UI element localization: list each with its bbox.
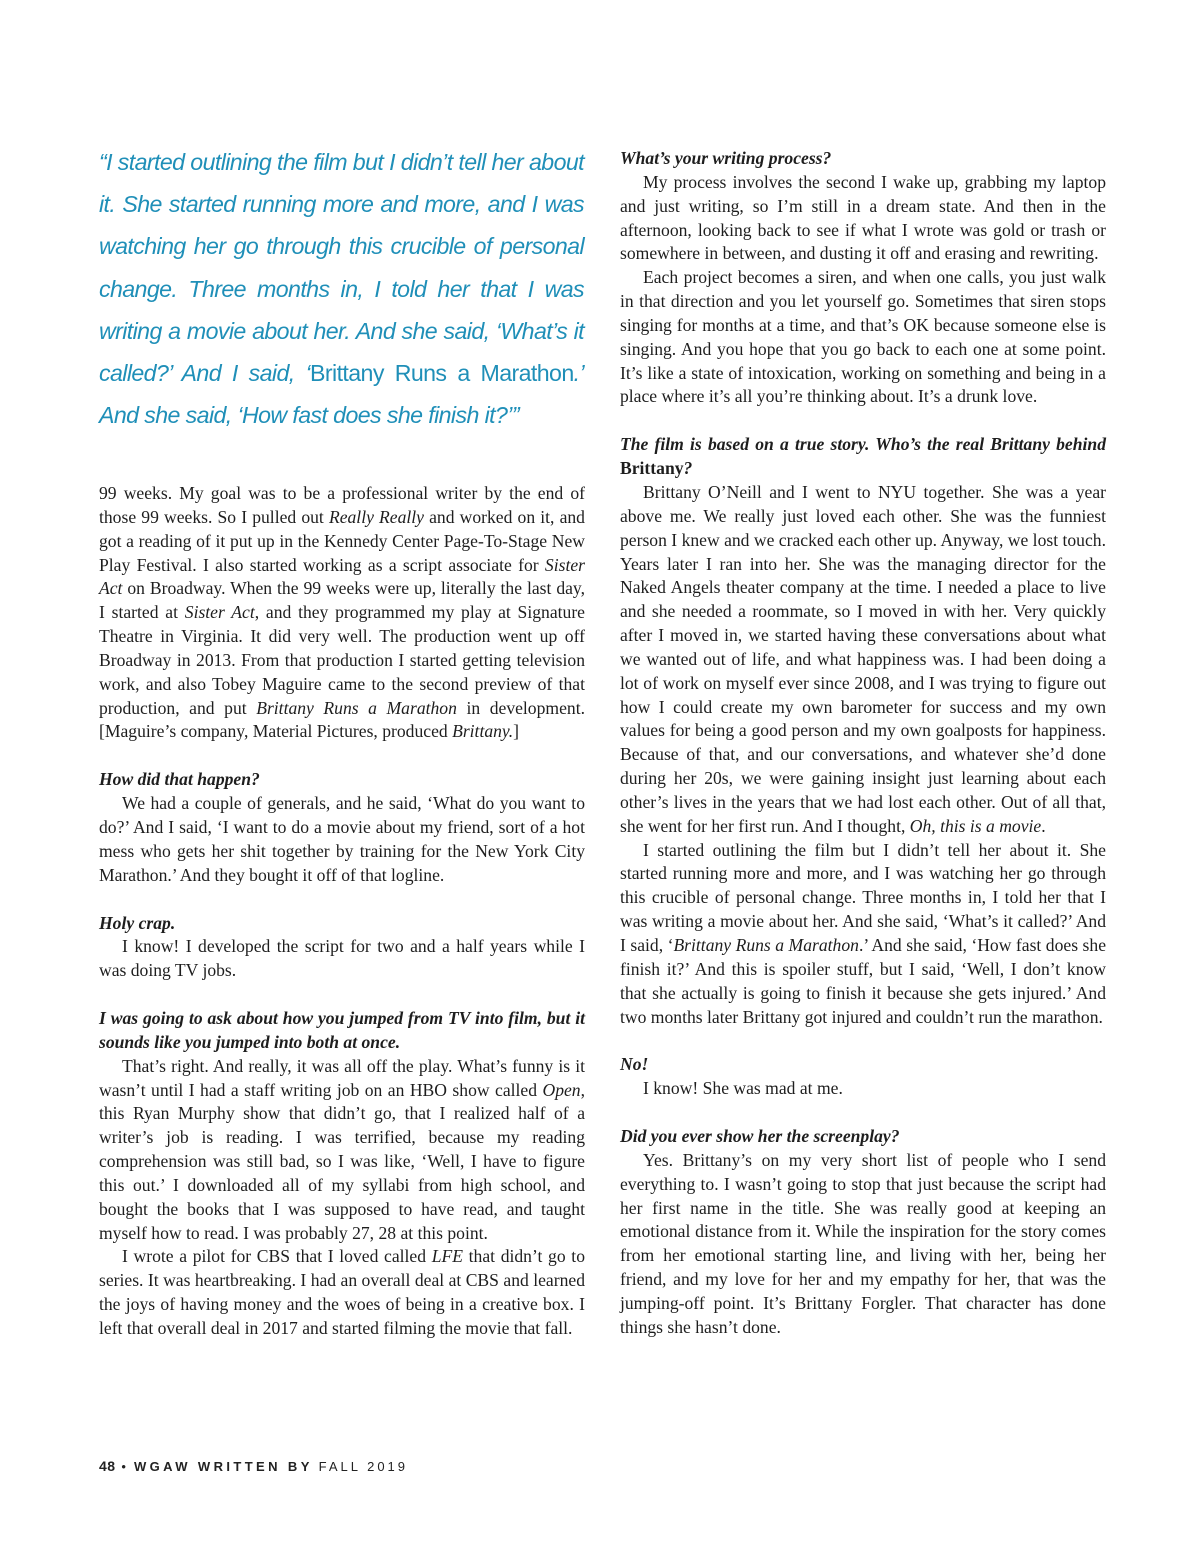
paragraph: I know! She was mad at me. [643,1078,843,1099]
page-number: 48 [99,1458,116,1474]
interview-question: The film is based on a true story. Who’s the real Brittany behind Brittany? [620,434,1106,479]
interview-question: No! [620,1054,649,1075]
paragraph: I know! I developed the script for two and a half years while I was doing TV jobs. [99,936,585,981]
left-column [99,482,585,1341]
interview-question: How did that happen? [99,769,260,790]
pull-quote-film-title: Brittany Runs a Marathon [310,359,574,386]
paragraph: 99 weeks. My goal was to be a professional writer by the end of those 99 weeks. So I pulled out Really Really and worked on it, and got a reading of it put up in the Kennedy Center Page-To-Stage New Play Festival. I also started working as a script associate for Sister Act on Broadway. When the 99 weeks were up, literally the last day, I started at Sister Act, and they programmed my play at Signature Theatre in Virginia. It did very well. The production went up off Broadway in 2013. From that production I started getting television work, and also Tobey Maguire came to the second preview of that production, and put Brittany Runs a Marathon in development. [Maguire’s company, Material Pictures, produced Brittany.] [99,483,585,742]
paragraph: Yes. Brittany’s on my very short list of people who I send everything to. I wasn’t going to stop that just because the script had her first name in the title. She was really good at keeping an emotional distance from it. While the inspiration for the story comes from her emotional starting line, and living with her, being her friend, and my love for her and my empathy for her, that was the jumping-off point. It’s Brittany Forgler. That character has done things she hasn’t done. [620,1149,1106,1337]
interview-question: Holy crap. [99,912,176,933]
paragraph: Brittany O’Neill and I went to NYU together. She was a year above me. We really just loved each other. She was the funniest person I knew and we cracked each other up. Anyway, we lost touch. Years later I ran into her. She was the managing director for the Naked Angels theater company at the time. I needed a place to live and she needed a roommate, so I moved in with her. Very quickly after I moved in, we started having these conversations about what we wanted out of life, and what happiness was. I had been doing a lot of work on myself ever since 2008, and I was trying to figure out how I could create my own barometer for success and my own values for being a good person and my own goalposts for happiness. Because of that, and our conversations, and whatever she’d done during her 20s, we were gaining insight just learning about each other’s lives in the years that we had lost each other. Out of all that, she went for her first run. And I thought, Oh, this is a movie. [620,481,1106,836]
pull-quote-text-end: .’ And she said, ‘How fast does she finish it?’” [99,359,584,429]
publication-name: WGAW WRITTEN BY [133,1459,313,1474]
paragraph: Each project becomes a siren, and when one calls, you just walk in that direction and you let yourself go. Sometimes that siren stops singing for months at a time, and that’s OK because someone else is singing. And you hope that you go back to each one at some point. It’s like a state of intoxication, working on something and being in a place where it’s all you’re thinking about. It’s a drunk love. [620,267,1106,407]
footer-bullet: • [121,1459,129,1474]
right-column [620,147,1106,1340]
paragraph: I wrote a pilot for CBS that I loved called LFE that didn’t go to series. It was heartbreaking. I had an overall deal at CBS and learned the joys of having money and the woes of being in a creative box. I left that overall deal in 2017 and started filming the movie that fall. [99,1246,585,1338]
paragraph: We had a couple of generals, and he said, ‘What do you want to do?’ And I said, ‘I want to do a movie about my friend, sort of a hot mess who gets her shit together by training for the New York City Marathon.’ And they bought it off of that logline. [99,793,585,885]
pull-quote [99,141,584,436]
interview-question: What’s your writing process? [620,148,832,168]
pull-quote-text: “I started outlining the film but I didn’t tell her about it. She started running more and more, and I was watching her go through this crucible of personal change. Three months in, I told her that I was writing a movie about her. And she said, ‘What’s it called?’ And I said, ‘ [99,149,584,386]
paragraph: My process involves the second I wake up, grabbing my laptop and just writing, so I’m still in a dream state. And then in the afternoon, looking back to see if what I wrote was gold or trash or somewhere in between, and dusting it off and erasing and rewriting. [620,171,1106,264]
page-footer [99,1458,408,1474]
interview-question: Did you ever show her the screenplay? [620,1126,900,1147]
issue-date: FALL 2019 [318,1459,409,1474]
interview-question: I was going to ask about how you jumped from TV into film, but it sounds like you jumped into both at once. [99,1008,585,1052]
paragraph: I started outlining the film but I didn’t tell her about it. She started running more and more, and I was watching her go through this crucible of personal change. Three months in, I told her that I was writing a movie about her. And she said, ‘What’s it called?’ And I said, ‘Brittany Runs a Marathon.’ And she said, ‘How fast does she finish it?’ And this is spoiler stuff, but I said, ‘Well, I don’t know that she actually is going to finish it because she gets injured.’ And two months later Brittany got injured and couldn’t run the marathon. [620,839,1106,1027]
paragraph: That’s right. And really, it was all off the play. What’s funny is it wasn’t until I had a staff writing job on an HBO show called Open, this Ryan Murphy show that didn’t go, that I realized half of a writer’s job is reading. I was terrified, because my reading comprehension was still bad, so I was like, ‘Well, I have to figure this out.’ I downloaded all of my syllabi from high school, and bought the books that I was supposed to have read, and taught myself how to read. I was probably 27, 28 at this point. [99,1055,585,1243]
